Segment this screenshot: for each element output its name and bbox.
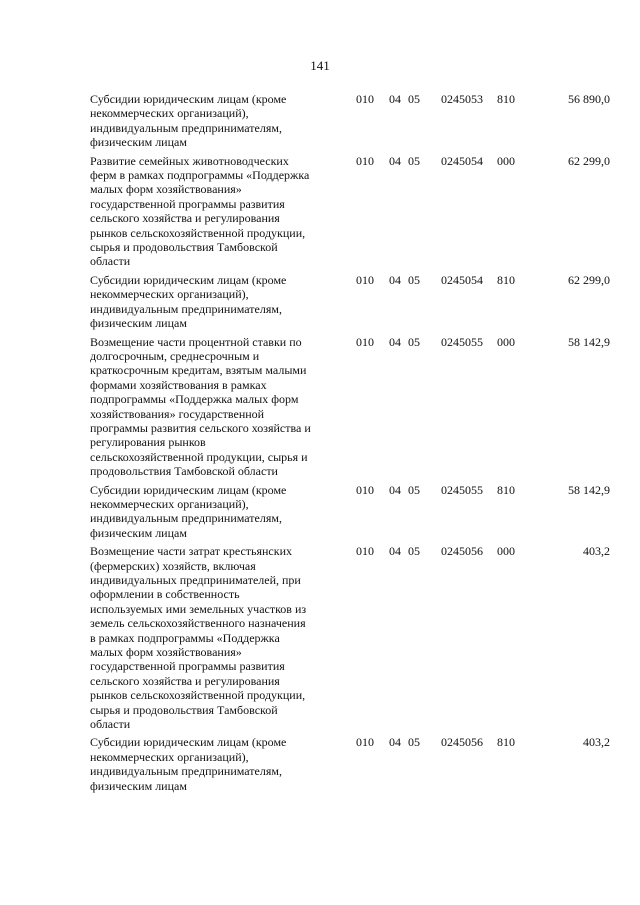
row-target-article-code: 0245056 bbox=[441, 544, 483, 559]
row-expense-type-code: 000 bbox=[497, 153, 515, 168]
row-amount: 403,2 bbox=[583, 735, 610, 750]
row-subsection-code: 05 bbox=[408, 334, 420, 349]
row-amount: 62 299,0 bbox=[568, 272, 610, 287]
table-row bbox=[90, 92, 610, 150]
row-target-article-code: 0245054 bbox=[441, 272, 483, 287]
row-amount: 403,2 bbox=[583, 544, 610, 559]
table-row bbox=[90, 273, 610, 331]
row-glava-code: 010 bbox=[356, 272, 374, 287]
row-amount: 62 299,0 bbox=[568, 153, 610, 168]
row-section-code: 04 bbox=[389, 272, 401, 287]
row-description: Возмещение части затрат крестьянских (фермерских) хозяйств, включая индивидуальных предпринимателей, при оформлении в собственность используемых ими земельных участков из земель сельскохозяйственного назначения в рамках подпрограммы «Поддержка малых форм хозяйствования» государственной программы развития сельского хозяйства и регулирования рынков сельскохозяйственной продукции, сырья и продовольствия Тамбовской области bbox=[90, 544, 307, 732]
row-target-article-code: 0245056 bbox=[441, 735, 483, 750]
row-glava-code: 010 bbox=[356, 735, 374, 750]
budget-table bbox=[90, 92, 610, 797]
row-subsection-code: 05 bbox=[408, 272, 420, 287]
row-section-code: 04 bbox=[389, 334, 401, 349]
row-description: Развитие семейных животноводческих ферм в рамках подпрограммы «Поддержка малых форм хозяйствования» государственной программы развития сельского хозяйства и регулирования рынков сельскохозяйственной продукции, сырья и продовольствия Тамбовской области bbox=[90, 153, 310, 269]
table-row bbox=[90, 735, 610, 793]
row-description: Субсидии юридическим лицам (кроме некоммерческих организаций), индивидуальным предпринимателям, физическим лицам bbox=[90, 735, 287, 793]
row-expense-type-code: 000 bbox=[497, 544, 515, 559]
row-amount: 58 142,9 bbox=[568, 334, 610, 349]
row-subsection-code: 05 bbox=[408, 92, 420, 106]
row-glava-code: 010 bbox=[356, 92, 374, 106]
row-target-article-code: 0245053 bbox=[441, 92, 483, 106]
row-glava-code: 010 bbox=[356, 334, 374, 349]
row-glava-code: 010 bbox=[356, 482, 374, 497]
row-expense-type-code: 810 bbox=[497, 735, 515, 750]
table-row bbox=[90, 483, 610, 541]
row-section-code: 04 bbox=[389, 92, 401, 106]
row-expense-type-code: 810 bbox=[497, 482, 515, 497]
row-description: Возмещение части процентной ставки по долгосрочным, среднесрочным и краткосрочным кредитам, взятым малыми формами хозяйствования в рамках подпрограммы «Поддержка малых форм хозяйствования» государственной программы развития сельского хозяйства и регулирования рынков сельскохозяйственной продукции, сырья и продовольствия Тамбовской области bbox=[90, 334, 311, 479]
row-section-code: 04 bbox=[389, 544, 401, 559]
row-subsection-code: 05 bbox=[408, 544, 420, 559]
row-section-code: 04 bbox=[389, 735, 401, 750]
row-subsection-code: 05 bbox=[408, 153, 420, 168]
table-row bbox=[90, 154, 610, 269]
row-subsection-code: 05 bbox=[408, 735, 420, 750]
table-row bbox=[90, 544, 610, 731]
row-description: Субсидии юридическим лицам (кроме некоммерческих организаций), индивидуальным предпринимателям, физическим лицам bbox=[90, 92, 287, 150]
row-description: Субсидии юридическим лицам (кроме некоммерческих организаций), индивидуальным предпринимателям, физическим лицам bbox=[90, 272, 287, 331]
page-number: 141 bbox=[310, 58, 330, 73]
row-section-code: 04 bbox=[389, 153, 401, 168]
row-amount: 56 890,0 bbox=[568, 92, 610, 106]
row-target-article-code: 0245055 bbox=[441, 482, 483, 497]
row-glava-code: 010 bbox=[356, 153, 374, 168]
row-expense-type-code: 810 bbox=[497, 272, 515, 287]
row-glava-code: 010 bbox=[356, 544, 374, 559]
row-subsection-code: 05 bbox=[408, 482, 420, 497]
row-target-article-code: 0245055 bbox=[441, 334, 483, 349]
row-amount: 58 142,9 bbox=[568, 482, 610, 497]
table-row bbox=[90, 335, 610, 479]
row-target-article-code: 0245054 bbox=[441, 153, 483, 168]
row-section-code: 04 bbox=[389, 482, 401, 497]
row-description: Субсидии юридическим лицам (кроме некоммерческих организаций), индивидуальным предпринимателям, физическим лицам bbox=[90, 482, 287, 540]
row-expense-type-code: 810 bbox=[497, 92, 515, 106]
row-expense-type-code: 000 bbox=[497, 334, 515, 349]
